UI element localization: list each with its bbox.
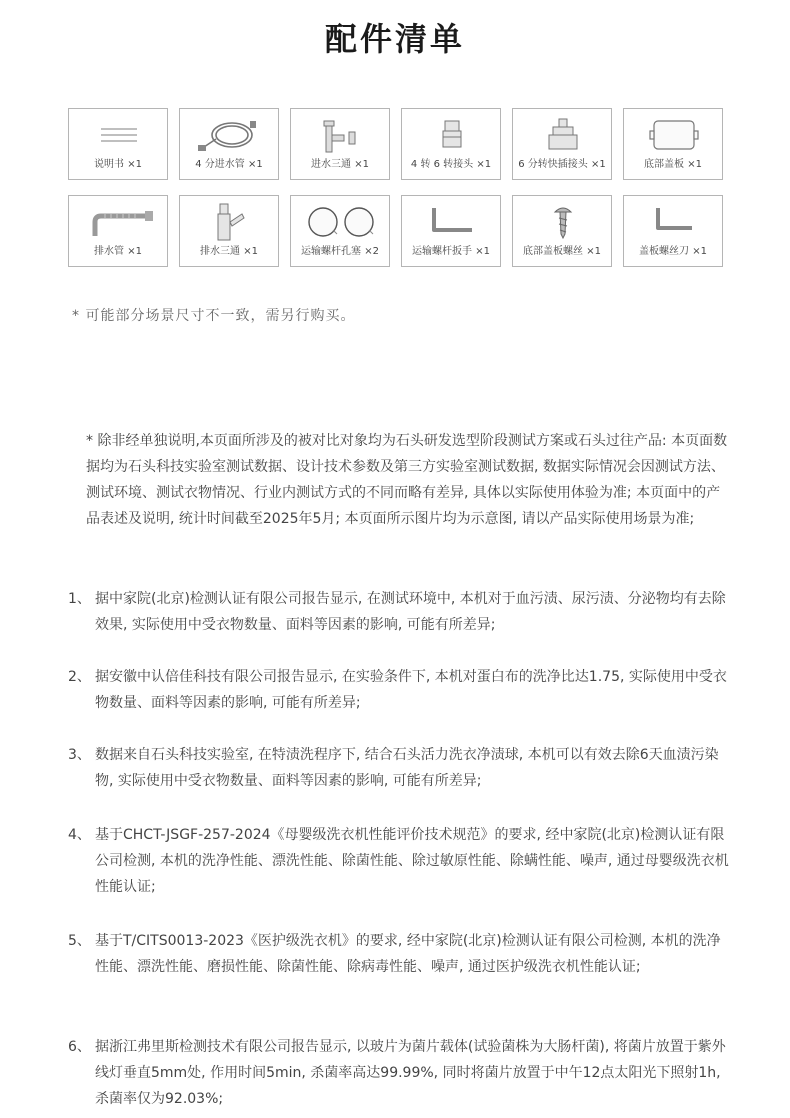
footnote-number: 3、 — [68, 747, 91, 763]
bottom-cover-icon — [624, 113, 724, 159]
accessory-label: 盖板螺丝刀 ×1 — [639, 246, 707, 257]
size-note: * 可能部分场景尺寸不一致，需另行购买。 — [72, 308, 356, 324]
bolt-hole-plug-icon — [291, 200, 391, 246]
footnote-text: 据安徽中认倍佳科技有限公司报告显示, 在实验条件下, 本机对蛋白布的洗净比达1.75, 实际使用中受衣物数量、面料等因素的影响, 可能有所差异; — [95, 669, 727, 711]
accessory-label: 运输螺杆扳手 ×1 — [412, 246, 490, 257]
accessory-label: 进水三通 ×1 — [311, 159, 369, 170]
accessory-label: 底部盖板螺丝 ×1 — [523, 246, 601, 257]
quick-connector-icon — [513, 113, 613, 159]
accessory-label: 排水管 ×1 — [94, 246, 142, 257]
footnote-item — [68, 822, 733, 900]
accessory-label: 运输螺杆孔塞 ×2 — [301, 246, 379, 257]
accessory-card-inlet-tee — [290, 108, 390, 180]
footnote-number: 4、 — [68, 827, 91, 843]
accessory-card-bolt-wrench — [401, 195, 501, 267]
accessory-card-bottom-cover — [623, 108, 723, 180]
footnote-text: 基于T/CITS0013-2023《医护级洗衣机》的要求, 经中家院(北京)检测认证有限公司检测, 本机的洗净性能、漂洗性能、磨损性能、除菌性能、除病毒性能、噪声, 通过医护级洗衣机性能认证; — [95, 933, 721, 975]
bolt-wrench-icon — [402, 200, 502, 246]
accessory-card-cover-screw — [512, 195, 612, 267]
accessory-label: 4 转 6 转接头 ×1 — [410, 159, 492, 170]
footnote-text: 据中家院(北京)检测认证有限公司报告显示, 在测试环境中, 本机对于血污渍、尿污渍、分泌物均有去除效果, 实际使用中受衣物数量、面料等因素的影响, 可能有所差异; — [95, 591, 726, 633]
footnote-text: 数据来自石头科技实验室, 在特渍洗程序下, 结合石头活力洗衣净渍球, 本机可以有效去除6天血渍污染物, 实际使用中受衣物数量、面料等因素的影响, 可能有所差异; — [95, 747, 719, 789]
accessory-label: 说明书 ×1 — [94, 159, 142, 170]
footnote-text: 据浙江弗里斯检测技术有限公司报告显示, 以玻片为菌片载体(试验菌株为大肠杆菌), 将菌片放置于紫外线灯垂直5mm处, 作用时间5min, 杀菌率高达99.99%, 同时将菌片放置于中午12点太阳光下照射1h, 杀菌率仅为92.03%; — [95, 1039, 726, 1107]
accessory-card-manual — [68, 108, 168, 180]
footnote-number: 6、 — [68, 1039, 91, 1055]
footnote-item — [68, 1034, 733, 1112]
adapter-icon — [402, 113, 502, 159]
accessory-grid — [68, 108, 722, 267]
accessory-label: 6 分转快插接头 ×1 — [518, 159, 606, 170]
accessory-card-screwdriver — [623, 195, 723, 267]
footnote-number: 5、 — [68, 933, 91, 949]
accessory-card-inlet-hose — [179, 108, 279, 180]
footnote-item — [68, 586, 733, 638]
footnote-text: 基于CHCT-JSGF-257-2024《母婴级洗衣机性能评价技术规范》的要求, 经中家院(北京)检测认证有限公司检测, 本机的洗净性能、漂洗性能、除菌性能、除过敏原性能、除螨性能、噪声, 通过母婴级洗衣机性能认证; — [95, 827, 729, 895]
footnote-item — [68, 742, 733, 794]
page-title: 配件清单 — [324, 20, 465, 58]
drain-tee-icon — [180, 200, 280, 246]
footnote-item — [68, 664, 733, 716]
accessory-label: 排水三通 ×1 — [200, 246, 258, 257]
inlet-hose-icon — [180, 113, 280, 159]
accessory-label: 底部盖板 ×1 — [644, 159, 702, 170]
accessory-card-bolt-hole-plug — [290, 195, 390, 267]
cover-screw-icon — [513, 200, 613, 246]
inlet-tee-icon — [291, 113, 391, 159]
drain-hose-icon — [69, 200, 169, 246]
footnote-number: 1、 — [68, 591, 91, 607]
disclaimer-text: * 除非经单独说明,本页面所涉及的被对比对象均为石头研发选型阶段测试方案或石头过往产品: 本页面数据均为石头科技实验室测试数据、设计技术参数及第三方实验室测试数据, 数据实际情况会因测试方法、测试环境、测试衣物情况、行业内测试方式的不同而略有差异, 具体以实际使用体验为准; 本页面中的产品表述及说明, 统计时间截至2025年5月; 本页面所示图片均为示意图, 请以产品实际使用场景为准; — [86, 433, 728, 527]
screwdriver-icon — [624, 200, 724, 246]
accessory-label: 4 分进水管 ×1 — [195, 159, 263, 170]
footnote-number: 2、 — [68, 669, 91, 685]
accessory-card-adapter — [401, 108, 501, 180]
accessory-card-drain-hose — [68, 195, 168, 267]
footnote-item — [68, 928, 733, 980]
accessory-card-quick-connector — [512, 108, 612, 180]
manual-icon — [69, 113, 169, 159]
accessory-card-drain-tee — [179, 195, 279, 267]
